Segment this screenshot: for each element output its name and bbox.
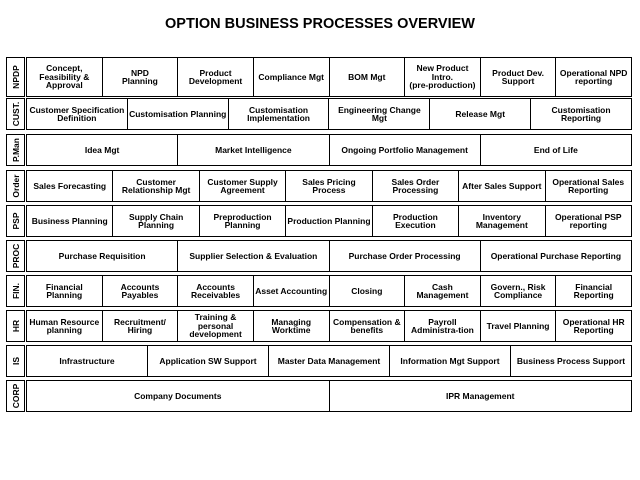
process-row-hr [6, 310, 632, 342]
process-box: Supply Chain Planning [112, 205, 199, 237]
process-box: Company Documents [26, 380, 330, 412]
process-box: Business Planning [26, 205, 113, 237]
process-box: Supplier Selection & Evaluation [177, 240, 329, 272]
process-box: New Product Intro. (pre-production) [404, 57, 481, 97]
process-box: Product Dev. Support [480, 57, 557, 97]
row-label: IS [6, 345, 25, 377]
process-box: Cash Management [404, 275, 481, 307]
process-box: Govern., Risk Compliance [480, 275, 557, 307]
process-box: Financial Planning [26, 275, 103, 307]
process-box: Customer Relationship Mgt [112, 170, 199, 202]
row-label: CORP [6, 380, 25, 412]
process-box: Production Planning [285, 205, 372, 237]
process-row-npdp [6, 57, 632, 97]
process-row-is [6, 345, 632, 377]
process-box: Customisation Implementation [228, 98, 330, 130]
process-box: Operational NPD reporting [555, 57, 632, 97]
process-box: IPR Management [329, 380, 633, 412]
process-box: Concept, Feasibility & Approval [26, 57, 103, 97]
process-box: Human Resource planning [26, 310, 103, 342]
process-box: Accounts Receivables [177, 275, 254, 307]
process-box: Asset Accounting [253, 275, 330, 307]
process-box: Idea Mgt [26, 134, 178, 166]
process-box: Customer Supply Agreement [199, 170, 286, 202]
process-box: Accounts Payables [102, 275, 179, 307]
process-row-pman [6, 134, 632, 166]
process-box: Market Intelligence [177, 134, 329, 166]
row-label: NPDP [6, 57, 25, 97]
row-label: FIN. [6, 275, 25, 307]
row-label: PROC [6, 240, 25, 272]
process-box: Product Development [177, 57, 254, 97]
process-box: Operational Sales Reporting [545, 170, 632, 202]
process-box: Training & personal development [177, 310, 254, 342]
process-box: Closing [329, 275, 406, 307]
process-box: After Sales Support [458, 170, 545, 202]
process-box: Business Process Support [510, 345, 632, 377]
process-box: Operational Purchase Reporting [480, 240, 632, 272]
process-box: BOM Mgt [329, 57, 406, 97]
row-label: CUST. [6, 98, 25, 130]
process-box: Production Execution [372, 205, 459, 237]
process-box: Purchase Order Processing [329, 240, 481, 272]
process-box: Customisation Reporting [530, 98, 632, 130]
process-row-order [6, 170, 632, 202]
process-box: Application SW Support [147, 345, 269, 377]
process-box: Engineering Change Mgt [328, 98, 430, 130]
process-box: End of Life [480, 134, 632, 166]
process-box: Sales Order Processing [372, 170, 459, 202]
process-box: Preproduction Planning [199, 205, 286, 237]
process-box: Compensation & benefits [329, 310, 406, 342]
process-row-fin [6, 275, 632, 307]
process-box: Compliance Mgt [253, 57, 330, 97]
process-box: Managing Worktime [253, 310, 330, 342]
process-row-psp [6, 205, 632, 237]
process-row-proc [6, 240, 632, 272]
process-box: Recruitment/ Hiring [102, 310, 179, 342]
process-box: Payroll Administra-tion [404, 310, 481, 342]
process-box: Travel Planning [480, 310, 557, 342]
process-box: Customer Specification Definition [26, 98, 128, 130]
process-box: Financial Reporting [555, 275, 632, 307]
process-box: NPD Planning [102, 57, 179, 97]
process-box: Release Mgt [429, 98, 531, 130]
process-row-cust [6, 98, 632, 130]
process-box: Information Mgt Support [389, 345, 511, 377]
row-label: PSP [6, 205, 25, 237]
process-box: Sales Pricing Process [285, 170, 372, 202]
process-box: Ongoing Portfolio Management [329, 134, 481, 166]
process-box: Inventory Management [458, 205, 545, 237]
row-label: P.Man [6, 134, 25, 166]
process-box: Sales Forecasting [26, 170, 113, 202]
process-box: Operational PSP reporting [545, 205, 632, 237]
process-row-corp [6, 380, 632, 412]
row-label: HR [6, 310, 25, 342]
process-box: Purchase Requisition [26, 240, 178, 272]
process-box: Infrastructure [26, 345, 148, 377]
row-label: Order [6, 170, 25, 202]
diagram-title: OPTION BUSINESS PROCESSES OVERVIEW [165, 16, 475, 32]
process-box: Master Data Management [268, 345, 390, 377]
process-box: Operational HR Reporting [555, 310, 632, 342]
process-box: Customisation Planning [127, 98, 229, 130]
